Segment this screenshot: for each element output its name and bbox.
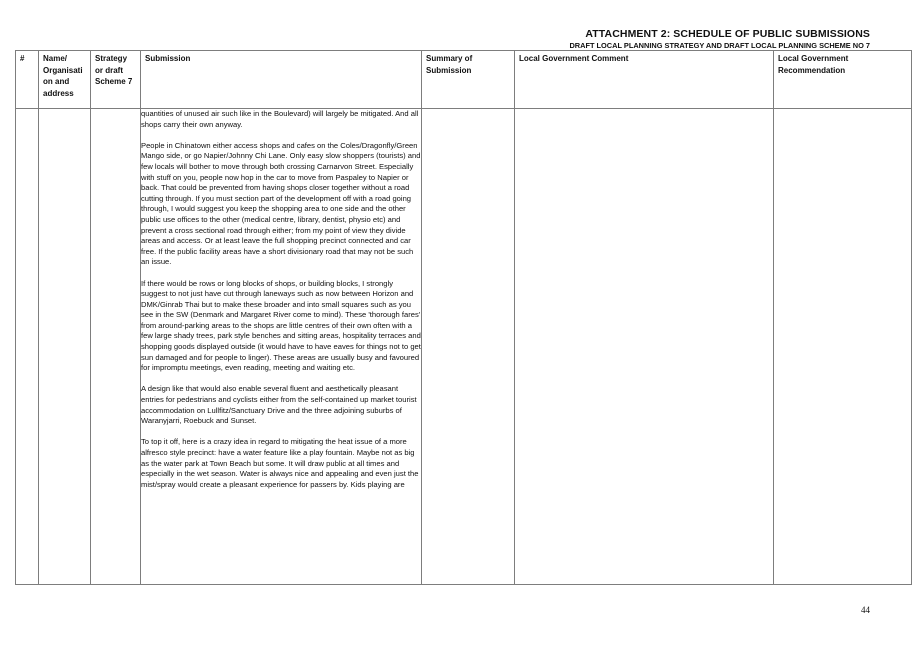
cell-recommendation <box>774 109 912 585</box>
submission-paragraph: A design like that would also enable several fluent and aesthetically pleasant entries for pedestrians and cyclists either from the self-contained up market tourist accommodation on Lullfitz/Sanctuary Drive and the three adjoining suburbs of Waranyjarri, Roebuck and Sunset. <box>141 384 417 426</box>
cell-summary <box>422 109 515 585</box>
cell-number <box>16 109 39 585</box>
column-header-submission <box>141 51 422 109</box>
column-header-summary <box>422 51 515 109</box>
column-header-comment <box>515 51 774 109</box>
column-header-name-label: Name/ Organisati on and address <box>43 54 83 98</box>
page-number: 44 <box>861 605 870 615</box>
submission-paragraph: If there would be rows or long blocks of shops, or building blocks, I strongly suggest to not just have cut through laneways such as now between Horizon and DMK/Ginrab Thai but to make these broader and into small squares such as you see in the SW (Denmark and Margaret River come to mind). These 'thorough fares' from around-parking areas to the shops are little centres of their own often with a few large shady trees, park style benches and sitting areas, hospitality terraces and shopping goods displayed outside (it would have to have eaves for things not to get sun damaged and for people to linger). These areas are usually busy and favoured for impromptu meetings, even reading, meeting and waiting etc. <box>141 278 421 373</box>
column-header-comment-label: Local Government Comment <box>519 54 629 63</box>
table-row <box>16 109 912 585</box>
column-header-strategy-label: Strategy or draft Scheme 7 <box>95 54 133 86</box>
column-header-submission-label: Submission <box>145 54 191 63</box>
submission-paragraph: To top it off, here is a crazy idea in regard to mitigating the heat issue of a more alfresco style precinct: have a water feature like a play fountain. Maybe not as big as the water park at Town Beach but some. It will draw public at all times and especially in the wet season. Water is always nice and appealing and even just the mist/spray would create a pleasant experience for passers by. Kids playing are <box>141 437 419 489</box>
submission-paragraph: quantities of unused air such like in the Boulevard) will largely be mitigated. And all shops carry their own anyway. <box>141 109 419 129</box>
document-subtitle: DRAFT LOCAL PLANNING STRATEGY AND DRAFT LOCAL PLANNING SCHEME NO 7 <box>569 41 870 50</box>
table-header-row <box>16 51 912 109</box>
cell-name <box>39 109 91 585</box>
cell-submission <box>141 109 422 585</box>
column-header-number <box>16 51 39 109</box>
submission-paragraph: People in Chinatown either access shops and cafes on the Coles/Dragonfly/Green Mango side, or go Napier/Johnny Chi Lane. Only easy slow shoppers (tourists) and few locals will bother to move through both crossing Carnarvon Street. Especially with stuff on you, people now hop in the car to move from Paspaley to Napier or back. That could be prevented from having shops closer together without a road cutting through. If you must section part of the development off with a road going through, I would suggest you keep the shopping area to one side and the other public use offices to the other (medical centre, library, dentist, physio etc) and prevent a cross sectional road through either; from my point of view they divide areas and access. Or at least leave the full shopping precinct connected and car free. If the public facility areas have a short divisionary road that may not be such an issue. <box>141 140 421 267</box>
column-header-strategy <box>91 51 141 109</box>
column-header-recommendation <box>774 51 912 109</box>
cell-strategy <box>91 109 141 585</box>
attachment-title: ATTACHMENT 2: SCHEDULE OF PUBLIC SUBMISSIONS <box>585 28 870 40</box>
column-header-name <box>39 51 91 109</box>
column-header-number-label: # <box>20 54 25 63</box>
submissions-table <box>15 50 912 585</box>
column-header-summary-label: Summary of Submission <box>426 54 473 75</box>
cell-comment <box>515 109 774 585</box>
column-header-recommendation-label: Local Government Recommendation <box>778 54 849 75</box>
